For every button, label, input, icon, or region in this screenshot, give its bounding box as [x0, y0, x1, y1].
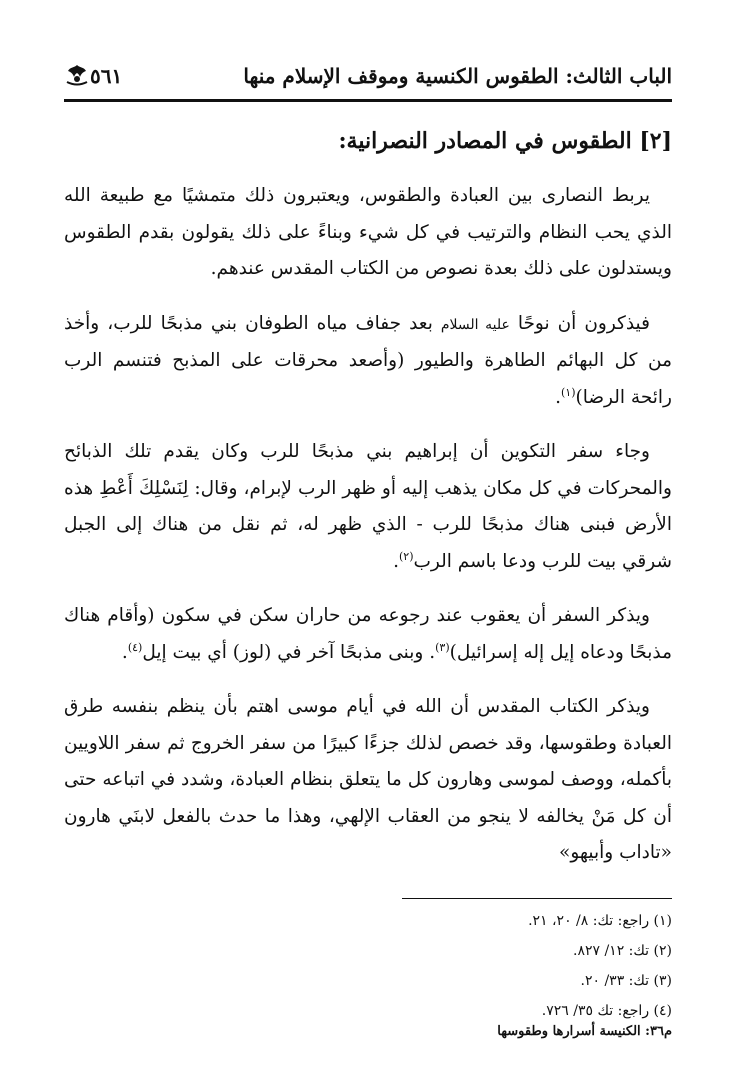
- chapter-title: الباب الثالث: الطقوس الكنسية وموقف الإسلام منها: [243, 64, 672, 88]
- paragraph-1: يربط النصارى بين العبادة والطقوس، ويعتبرون ذلك متمشيًا مع طبيعة الله الذي يحب النظام والترتيب في كل شيء وبناءً على ذلك يقولون بقدم الطقوس ويستدلون على ذلك بعدة نصوص من الكتاب المقدس عندهم.: [64, 185, 672, 279]
- page-number: ٥٦١: [90, 64, 123, 88]
- paragraph-4: ويذكر السفر أن يعقوب عند رجوعه من حاران سكن في سكون (وأقام هناك مذبحًا ودعاه إيل إله إسرائيل)$^{(٣)}$. وبنى مذبحًا آخر في (لوز) أي بيت إيل$^{(٤)}$.: [64, 605, 672, 663]
- paragraph-3: وجاء سفر التكوين أن إبراهيم بني مذبحًا للرب وكان يقدم تلك الذبائح والمحركات في كل مكان يذهب إليه أو ظهر الرب لإبرام، وقال: لِنَسْلِكَ أَعْطِ هذه الأرض فبنى هناك مذبحًا للرب - الذي ظهر له، ثم نقل من هناك إلى الجبل شرقي بيت للرب ودعا باسم الرب$^{(٢)}$.: [64, 441, 672, 572]
- body-text: [64, 178, 672, 890]
- footnote-1: (١) راجع: تك: ٨/ ٢٠، ٢١.: [528, 913, 672, 929]
- footnote-ref: (١): [560, 385, 576, 399]
- paragraph-5: ويذكر الكتاب المقدس أن الله في أيام موسى اهتم بأن ينظم بنفسه طرق العبادة وطقوسها، وقد خصص لذلك جزءًا كبيرًا من سفر الخروج ثم سفر اللاويين بأكمله، ووصف لموسى وهارون كل ما يتعلق بنظام العبادة، وشدد في اتباعه حتى أن كل مَنْ يخالفه لا ينجو من العقاب الإلهي، وهذا ما حدث بالفعل لابنَي هارون «تاداب وأبيهو»: [64, 696, 672, 863]
- footnote-4: (٤) راجع: تك ٣٥/ ٧٢٦.: [541, 1003, 672, 1019]
- footnote-ref: (٢): [398, 549, 414, 563]
- section-heading: [٢] الطقوس في المصادر النصرانية:: [338, 128, 672, 154]
- footnote-rule: [402, 898, 672, 899]
- floral-ornament-icon: [64, 62, 90, 86]
- signature-mark: م٣٦: الكنيسة أسرارها وطقوسها: [497, 1024, 672, 1039]
- running-header: [64, 62, 672, 102]
- footnotes: [64, 906, 672, 1026]
- footnote-3: (٣) تك: ٣٣/ ٢٠.: [580, 973, 672, 989]
- paragraph-2: فيذكرون أن نوحًا عليه السلام بعد جفاف مياه الطوفان بني مذبحًا للرب، وأخذ من كل البهائم الطاهرة والطيور (وأصعد محرقات على المذبح فتنسم الرب رائحة الرضا)$^{(١)}$.: [64, 312, 672, 408]
- footnote-2: (٢) تك: ١٢/ ٨٢٧.: [572, 943, 672, 959]
- honorific-glyph: عليه السلام: [440, 316, 510, 333]
- footnote-ref: (٣): [435, 640, 450, 654]
- header-rule: [64, 99, 672, 102]
- footnote-ref: (٤): [127, 640, 143, 654]
